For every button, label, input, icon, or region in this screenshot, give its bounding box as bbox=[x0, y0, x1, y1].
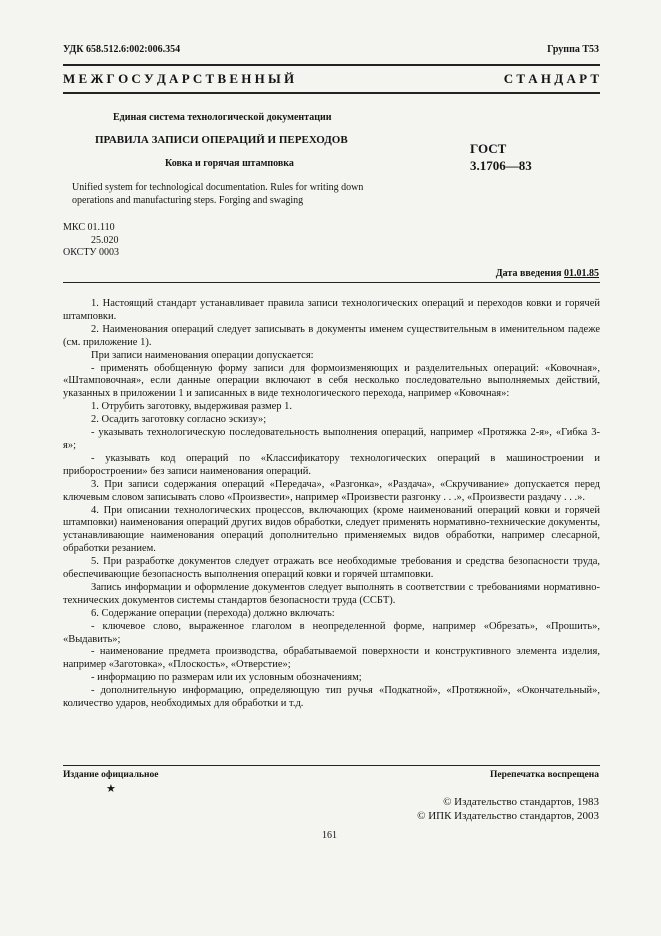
body-paragraph: 2. Наименования операций следует записывать в документы именем существительным в именительном падеже (см. приложение 1). bbox=[63, 323, 600, 348]
body-paragraph: Запись информации и оформление документов следует выполнять в соответствии с требованиями нормативно-технических документов системы стандартов безопасности труда (ССБТ). bbox=[63, 581, 600, 606]
document-subtitle: Ковка и горячая штамповка bbox=[165, 158, 294, 169]
body-paragraph: 4. При описании технологических процессов, включающих (кроме наименований операций ковки и горячей штамповки) наименования операций других видов обработки, следует применять нормативно-технические документы, устанавливающие наименования операций дополнительно применяемых видов обработки, например слесарной, обработки резанием. bbox=[63, 504, 600, 555]
document-title: ПРАВИЛА ЗАПИСИ ОПЕРАЦИЙ И ПЕРЕХОДОВ bbox=[95, 134, 348, 146]
official-edition-label: Издание официальное bbox=[63, 770, 159, 780]
body-paragraph: 3. При записи содержания операций «Передача», «Разгонка», «Раздача», «Скручивание» допускается перед ключевым словом записывать слово «Произвести», например «Произвести разгонку . . .», «Произвести раздачу . . .». bbox=[63, 478, 600, 503]
copyright-line: © ИПК Издательство стандартов, 2003 bbox=[417, 810, 599, 822]
reprint-prohibited-label: Перепечатка воспрещена bbox=[489, 770, 599, 780]
introduction-date-label: Дата введения bbox=[495, 268, 562, 279]
body-paragraph: 1. Отрубить заготовку, выдерживая размер 1. bbox=[91, 401, 293, 413]
gost-number: 3.1706—83 bbox=[470, 158, 532, 173]
mks-code: 25.020 bbox=[91, 234, 119, 246]
udk-code: УДК 658.512.6:002:006.354 bbox=[63, 44, 181, 55]
gost-label: ГОСТ bbox=[470, 141, 507, 156]
body-paragraph: - дополнительную информацию, определяющую тип ручья «Подкатной», «Протяжной», «Окончательный», количество ударов, необходимых для обработки и т.д. bbox=[63, 685, 600, 710]
system-name: Единая система технологической документации bbox=[113, 112, 332, 123]
body-paragraph: 6. Содержание операции (перехода) должно включать: bbox=[91, 607, 335, 619]
introduction-date-value: 01.01.85 bbox=[564, 268, 599, 279]
english-title-line: operations and manufacturing steps. Forging and swaging bbox=[72, 194, 304, 206]
body-paragraph: - ключевое слово, выраженное глаголом в неопределенной форме, например «Обрезать», «Прошить», «Выдавить»; bbox=[63, 620, 600, 645]
banner-word-standard: С Т А Н Д А Р Т bbox=[503, 71, 599, 86]
body-paragraph: При записи наименования операции допускается: bbox=[91, 349, 314, 361]
footer-rule bbox=[63, 765, 600, 766]
body-paragraph: - указывать код операций по «Классификатору технологических операций в машиностроении и приборостроении» без записи наименования операций. bbox=[63, 452, 600, 477]
group-code: Группа Т53 bbox=[547, 44, 599, 55]
body-paragraph: 5. При разработке документов следует отражать все необходимые требования и средства безопасности труда, обеспечивающие безопасность выполнения операций ковки и горячей штамповки. bbox=[63, 556, 600, 581]
interstate-standard-banner bbox=[63, 71, 599, 87]
english-title bbox=[72, 182, 442, 207]
body-paragraph: - указывать технологическую последовательность выполнения операций, например «Протяжка 2-я», «Гибка 3-я»; bbox=[63, 427, 600, 451]
body-paragraph: - применять обобщенную форму записи для формоизменяющих и разделительных операций: «Ковочная», «Штамповочная», если данные операции включают в себя несколько последовательно выполняемых действий, указанных в приложении 1 и записанных в виде технологического перехода, например «Ковочная»: bbox=[63, 362, 600, 400]
top-rule bbox=[63, 64, 600, 66]
copyright-line: © Издательство стандартов, 1983 bbox=[443, 796, 599, 808]
body-paragraph: 1. Настоящий стандарт устанавливает правила записи технологических операций и переходов ковки и горячей штамповки. bbox=[63, 298, 600, 322]
body-paragraph: - информацию по размерам или их условным обозначениям; bbox=[91, 672, 362, 684]
classification-codes bbox=[63, 222, 119, 260]
okstu-code: ОКСТУ 0003 bbox=[63, 247, 120, 258]
english-title-line: Unified system for technological documentation. Rules for writing down bbox=[72, 182, 364, 193]
star-icon: ★ bbox=[106, 783, 116, 795]
document-body bbox=[63, 298, 600, 711]
introduction-date bbox=[496, 268, 599, 279]
page-number: 161 bbox=[322, 830, 337, 841]
body-paragraph: - наименование предмета производства, обрабатываемой поверхности и конструктивного элемента изделия, например «Заготовка», «Плоскость», «Отверстие»; bbox=[63, 646, 600, 671]
banner-word-interstate: М Е Ж Г О С У Д А Р С Т В Е Н Н Ы Й bbox=[63, 71, 295, 86]
banner-rule bbox=[63, 92, 600, 94]
body-paragraph: 2. Осадить заготовку согласно эскизу»; bbox=[91, 414, 267, 426]
date-rule bbox=[63, 282, 600, 283]
gost-designation bbox=[470, 140, 532, 174]
mks-code: МКС 01.110 bbox=[63, 222, 115, 233]
